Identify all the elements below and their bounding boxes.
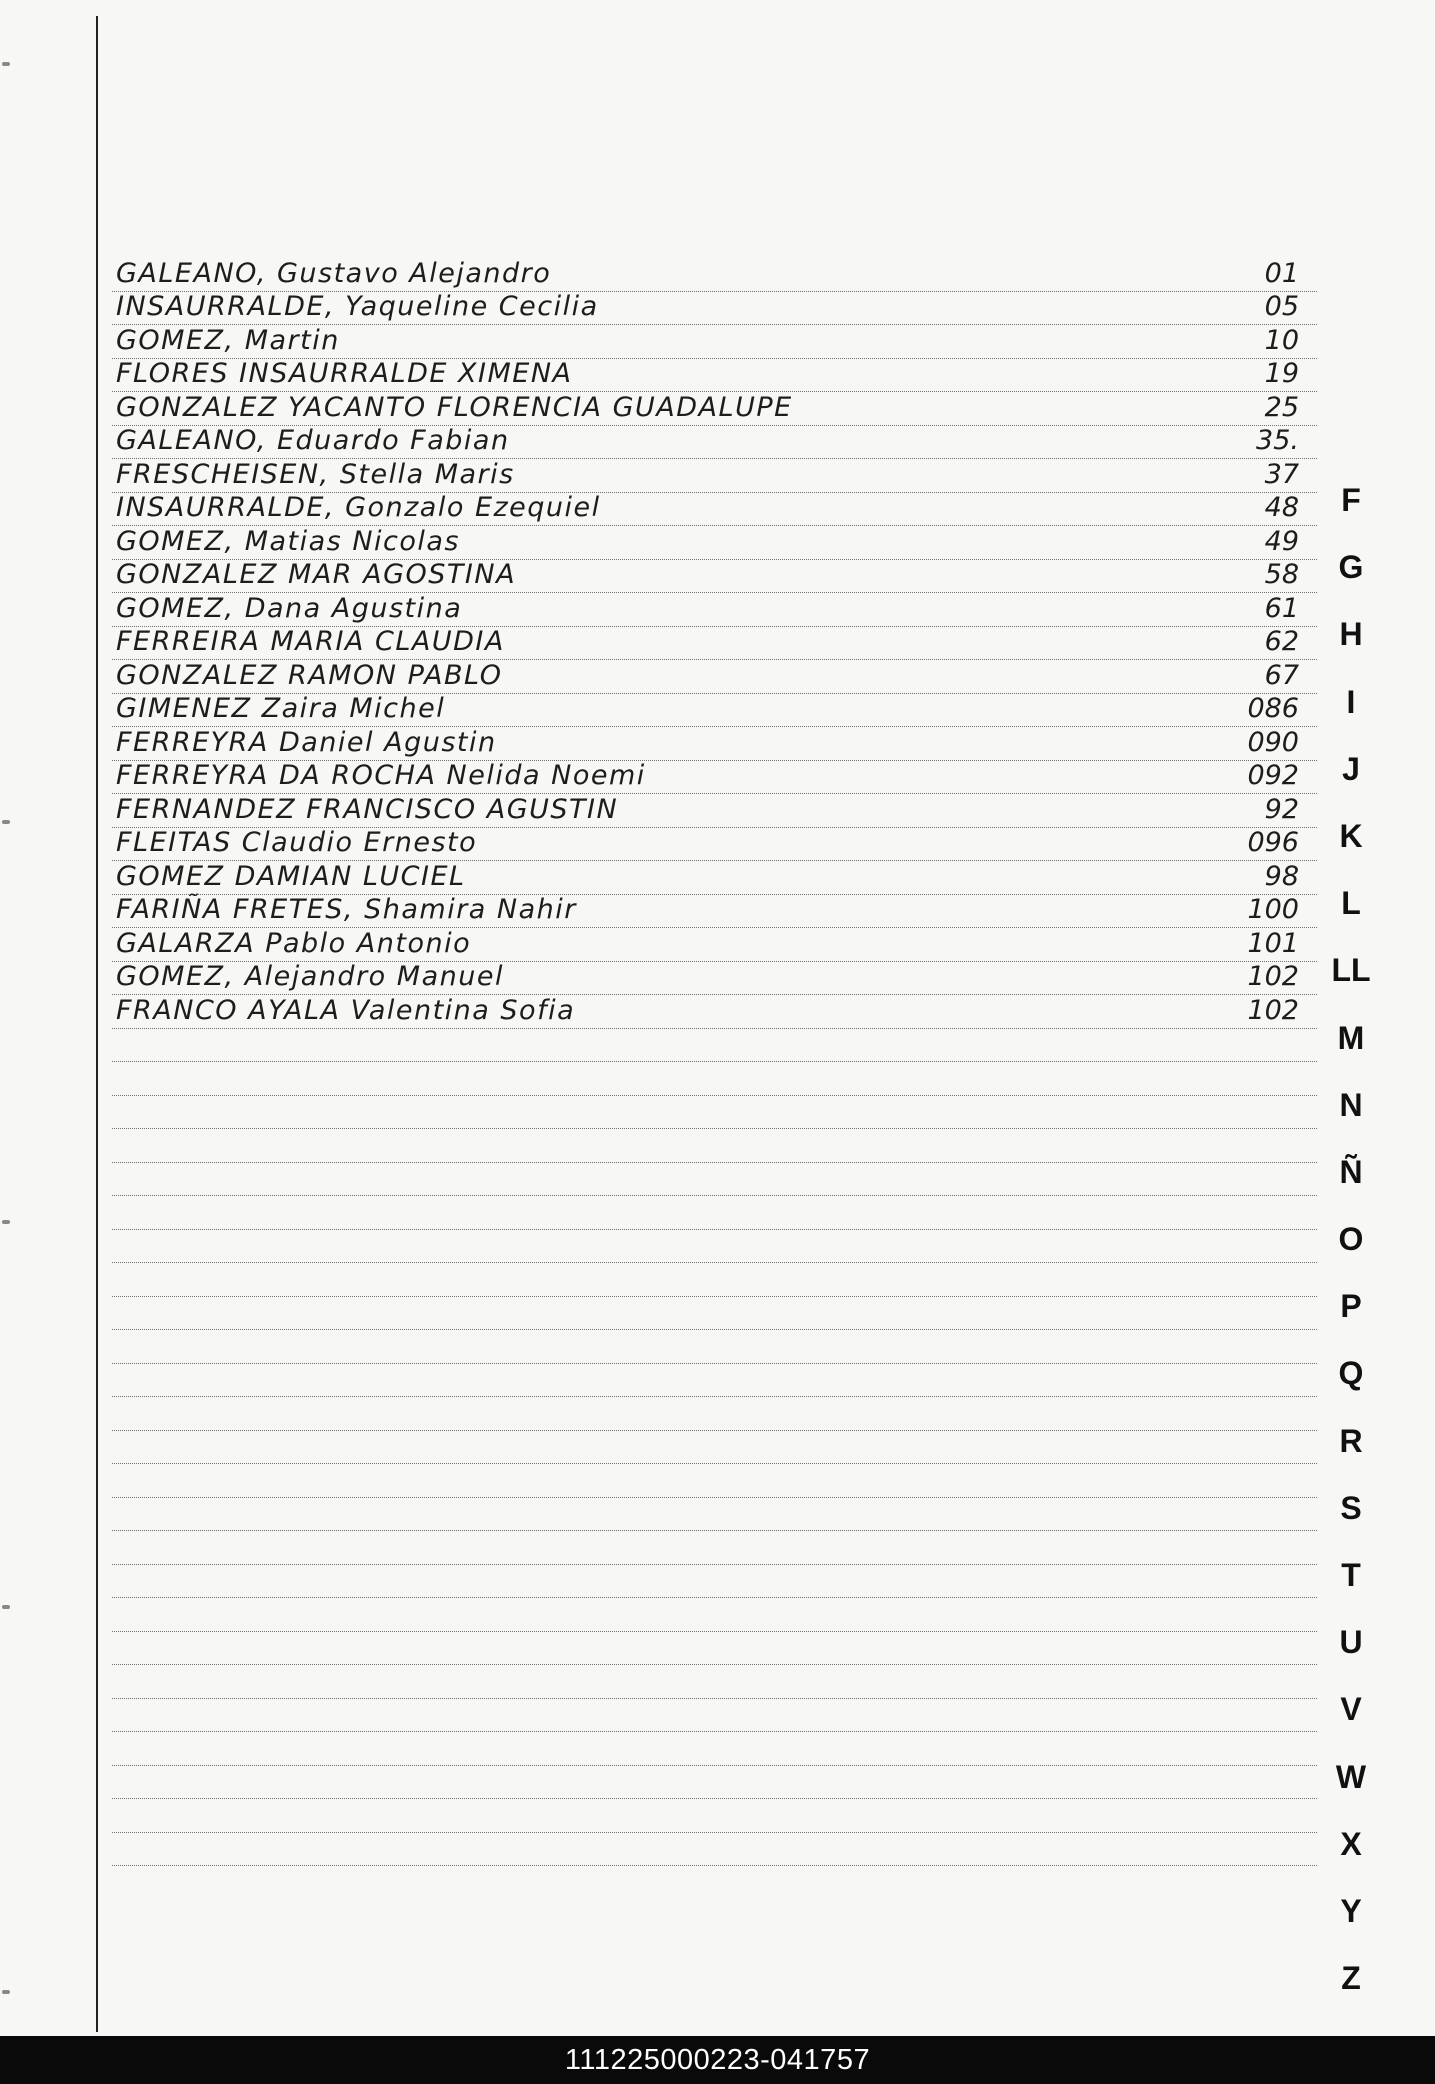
entry-number: 61 — [1264, 592, 1299, 624]
blank-ruled-row — [112, 1330, 1317, 1364]
entry-name: FLEITAS Claudio Ernesto — [116, 827, 478, 858]
ledger-row — [112, 727, 1317, 761]
blank-ruled-row — [112, 1062, 1317, 1096]
entry-number: 10 — [1264, 324, 1299, 356]
blank-ruled-row — [112, 1699, 1317, 1733]
ledger-row — [112, 526, 1317, 560]
entry-name: FERREIRA MARIA CLAUDIA — [116, 626, 505, 657]
index-letter: LL — [1331, 952, 1371, 989]
entry-name: GONZALEZ MAR AGOSTINA — [116, 559, 517, 590]
blank-ruled-row — [112, 1397, 1317, 1431]
binding-mark — [2, 62, 10, 66]
blank-ruled-row — [112, 1766, 1317, 1800]
blank-ruled-row — [112, 1196, 1317, 1230]
entry-name: GOMEZ, Matias Nicolas — [116, 525, 460, 557]
entry-number: 48 — [1264, 492, 1299, 523]
ledger-row — [112, 861, 1317, 895]
binding-mark — [2, 1605, 10, 1609]
entry-name: GALEANO, Gustavo Alejandro — [116, 257, 552, 289]
index-letter: K — [1339, 817, 1363, 854]
entry-name: FERREYRA Daniel Agustin — [116, 726, 497, 758]
entry-number: 05 — [1264, 291, 1299, 322]
binding-mark — [2, 1990, 10, 1994]
index-letter: X — [1340, 1825, 1362, 1862]
index-letter: N — [1339, 1086, 1363, 1123]
binding-mark — [2, 820, 10, 824]
entry-number: 100 — [1247, 894, 1299, 925]
ledger-row — [112, 426, 1317, 460]
ruled-lines — [112, 258, 1317, 1866]
entry-name: GOMEZ, Alejandro Manuel — [116, 961, 504, 992]
ledger-row — [112, 593, 1317, 627]
entry-number: 67 — [1264, 659, 1299, 691]
index-letter: T — [1341, 1557, 1361, 1593]
entry-name: GOMEZ, Dana Agustina — [116, 592, 463, 624]
index-letter: J — [1342, 750, 1360, 787]
blank-ruled-row — [112, 1833, 1317, 1867]
entry-name: GONZALEZ RAMON PABLO — [116, 659, 503, 691]
entry-number: 086 — [1247, 693, 1299, 724]
index-letter: L — [1341, 885, 1361, 922]
entry-name: GONZALEZ YACANTO FLORENCIA GUADALUPE — [116, 391, 793, 423]
blank-ruled-row — [112, 1163, 1317, 1197]
entry-name: GOMEZ DAMIAN LUCIEL — [116, 860, 466, 892]
ledger-row — [112, 627, 1317, 661]
entry-name: INSAURRALDE, Gonzalo Ezequiel — [116, 492, 601, 523]
blank-ruled-row — [112, 1364, 1317, 1398]
scan-footer-bar — [0, 2036, 1435, 2084]
entry-name: GALARZA Pablo Antonio — [116, 927, 472, 959]
blank-ruled-row — [112, 1799, 1317, 1833]
ledger-row — [112, 560, 1317, 594]
entry-number: 98 — [1264, 860, 1299, 892]
entry-name: GOMEZ, Martin — [116, 324, 340, 356]
index-letter: O — [1338, 1221, 1364, 1258]
entry-number: 090 — [1247, 726, 1299, 758]
entry-number: 25 — [1264, 391, 1299, 423]
blank-ruled-row — [112, 1129, 1317, 1163]
entry-number: 49 — [1264, 525, 1299, 557]
entry-name: FERREYRA DA ROCHA Nelida Noemi — [116, 760, 646, 791]
blank-ruled-row — [112, 1498, 1317, 1532]
margin-line — [96, 16, 98, 2032]
entry-number: 37 — [1264, 458, 1299, 490]
ledger-row — [112, 292, 1317, 326]
blank-ruled-row — [112, 1230, 1317, 1264]
ledger-row — [112, 895, 1317, 929]
index-letter: Y — [1340, 1892, 1362, 1929]
blank-ruled-row — [112, 1431, 1317, 1465]
entry-name: GALEANO, Eduardo Fabian — [116, 425, 510, 456]
ledger-row — [112, 694, 1317, 728]
index-letter: Z — [1341, 1960, 1361, 1997]
blank-ruled-row — [112, 1632, 1317, 1666]
barcode-text: 111225000223-041757 — [564, 2043, 871, 2076]
blank-ruled-row — [112, 1263, 1317, 1297]
index-letter: I — [1346, 683, 1356, 720]
blank-ruled-row — [112, 1598, 1317, 1632]
ledger-row — [112, 493, 1317, 527]
index-letter: F — [1341, 482, 1361, 518]
index-letter: P — [1340, 1288, 1362, 1325]
blank-ruled-row — [112, 1096, 1317, 1130]
blank-ruled-row — [112, 1297, 1317, 1331]
ledger-row — [112, 995, 1317, 1029]
entry-name: INSAURRALDE, Yaqueline Cecilia — [116, 291, 599, 322]
ledger-row — [112, 828, 1317, 862]
entry-number: 58 — [1264, 559, 1299, 590]
blank-ruled-row — [112, 1665, 1317, 1699]
index-letter: U — [1339, 1624, 1363, 1661]
index-letter: Q — [1338, 1355, 1364, 1392]
entry-number: 102 — [1247, 961, 1299, 992]
ledger-row — [112, 459, 1317, 493]
entry-name: FLORES INSAURRALDE XIMENA — [116, 358, 573, 389]
index-letter: M — [1337, 1019, 1365, 1056]
blank-ruled-row — [112, 1565, 1317, 1599]
index-letter: G — [1338, 549, 1364, 586]
entry-name: GIMENEZ Zaira Michel — [116, 693, 446, 724]
ledger-row — [112, 258, 1317, 292]
entry-number: 62 — [1264, 626, 1299, 657]
entry-number: 35. — [1256, 425, 1299, 456]
binding-mark — [2, 1220, 10, 1224]
ledger-row — [112, 359, 1317, 393]
ledger-row — [112, 660, 1317, 694]
entry-number: 19 — [1264, 358, 1299, 389]
ledger-row — [112, 928, 1317, 962]
index-letter: W — [1335, 1758, 1367, 1795]
alphabet-index-tabs — [1326, 475, 1376, 2020]
entry-number: 102 — [1247, 994, 1299, 1026]
entry-number: 092 — [1247, 760, 1299, 791]
entry-name: FRESCHEISEN, Stella Maris — [116, 458, 515, 490]
ledger-row — [112, 761, 1317, 795]
ledger-row — [112, 392, 1317, 426]
index-letter: Ñ — [1339, 1153, 1363, 1190]
ledger-row — [112, 794, 1317, 828]
entry-name: FARIÑA FRETES, Shamira Nahir — [116, 894, 577, 925]
blank-ruled-row — [112, 1531, 1317, 1565]
blank-ruled-row — [112, 1732, 1317, 1766]
entry-number: 096 — [1247, 827, 1299, 858]
blank-ruled-row — [112, 1464, 1317, 1498]
index-letter: R — [1339, 1422, 1363, 1459]
index-letter: S — [1340, 1489, 1362, 1526]
entry-name: FRANCO AYALA Valentina Sofia — [116, 994, 576, 1026]
entry-number: 92 — [1264, 793, 1299, 825]
index-letter: V — [1340, 1691, 1362, 1728]
entry-number: 01 — [1264, 257, 1299, 289]
blank-ruled-row — [112, 1029, 1317, 1063]
entry-number: 101 — [1247, 927, 1299, 959]
ledger-row — [112, 962, 1317, 996]
index-letter: H — [1339, 616, 1363, 653]
entry-name: FERNANDEZ FRANCISCO AGUSTIN — [116, 793, 619, 825]
ledger-row — [112, 325, 1317, 359]
